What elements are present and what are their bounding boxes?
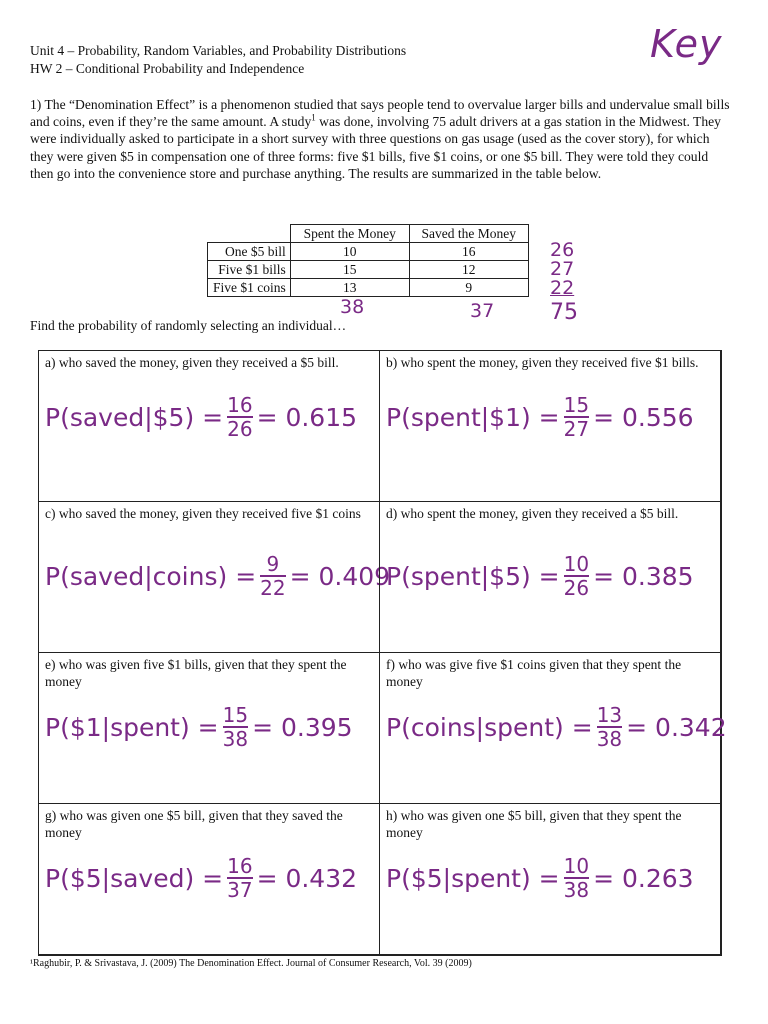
answer-fraction [597,705,622,749]
handwritten-answer [386,554,694,598]
answer-fraction [564,395,589,439]
handwritten-answer [45,554,390,598]
header-spent: Spent the Money [290,225,409,243]
answer-lhs: P($5|saved) = [45,863,224,893]
question-text: g) who was given one $5 bill, given that they saved the money [45,808,343,840]
fraction-denominator: 22 [260,576,286,600]
answer-value: = 0.432 [256,863,358,893]
question-text: e) who was given five $1 bills, given that they spent the money [45,657,347,689]
answer-lhs: P(spent|$5) = [386,561,560,591]
table-corner [208,225,291,243]
fraction-denominator: 37 [227,878,253,902]
row-total: 27 [550,258,575,280]
fraction-numerator: 10 [563,552,590,576]
fraction-numerator: 16 [227,393,253,417]
fraction-denominator: 26 [227,417,253,441]
table-row [208,261,529,279]
cell-spent: 13 [290,279,409,297]
fraction-denominator: 27 [563,417,590,441]
answer-fraction [227,856,252,900]
find-prompt: Find the probability of randomly selecting an individual… [30,318,347,333]
cell-saved: 12 [409,261,528,279]
cell-spent: 10 [290,243,409,261]
answer-lhs: P(coins|spent) = [386,712,593,742]
answer-value: = 0.409 [289,561,391,591]
answer-value: = 0.556 [593,402,694,432]
fraction-numerator: 13 [596,703,623,727]
row-total: 22 [550,277,575,299]
question-cell-a [38,350,380,502]
question-text: c) who saved the money, given they received five $1 coins [45,506,361,521]
question-text: f) who was give five $1 coins given that they spent the money [386,657,682,689]
fraction-numerator: 15 [563,393,590,417]
row-label: Five $1 coins [208,279,291,297]
fraction-denominator: 26 [563,576,590,600]
table-row [208,279,529,297]
question-cell-e [38,652,380,804]
fraction-numerator: 10 [563,854,590,878]
cell-saved: 16 [409,243,528,261]
question-cell-f [379,652,727,804]
handwritten-answer [45,395,357,439]
results-table [207,224,529,297]
table-row [208,243,529,261]
answer-lhs: P(saved|$5) = [45,402,224,432]
question-text: b) who spent the money, given they received five $1 bills. [386,355,699,370]
fraction-numerator: 9 [266,552,280,576]
answer-value: = 0.263 [593,863,694,893]
handwritten-answer [386,705,727,749]
fraction-numerator: 15 [222,703,249,727]
footnote: ¹Raghubir, P. & Srivastava, J. (2009) The Denomination Effect. Journal of Consumer Research, Vol. 39 (2009) [30,958,472,969]
question-cell-c [38,501,391,653]
answer-value: = 0.615 [256,402,358,432]
row-label: One $5 bill [208,243,291,261]
answer-lhs: P(saved|coins) = [45,561,257,591]
answer-grid [38,350,727,956]
fraction-numerator: 16 [227,854,253,878]
answer-fraction [223,705,248,749]
table-header-row [208,225,529,243]
fraction-denominator: 38 [596,727,623,751]
answer-fraction [564,554,589,598]
answer-key-label: Key [650,22,723,66]
spent-total: 38 [340,296,365,318]
fraction-denominator: 38 [222,727,249,751]
answer-fraction [227,395,252,439]
question-cell-d [379,501,721,653]
answer-value: = 0.385 [593,561,694,591]
handwritten-answer [45,856,357,900]
answer-lhs: P(spent|$1) = [386,402,560,432]
saved-total: 37 [470,300,495,322]
problem-intro [30,96,730,182]
handwritten-answer [386,395,694,439]
answer-lhs: P($5|spent) = [386,863,560,893]
row-total: 26 [550,239,575,261]
unit-title: Unit 4 – Probability, Random Variables, and Probability Distributions [30,43,407,58]
fraction-denominator: 38 [563,878,590,902]
question-cell-g [38,803,380,955]
intro-text-1: 1) The “Denomination Effect” is a phenomenon studied that says people tend to overvalue larger bills and undervalue small bills and coins, even if they’re the same amount. A study [30,97,730,130]
handwritten-answer [45,705,353,749]
hw-title: HW 2 – Conditional Probability and Independence [30,61,305,76]
answer-fraction [564,856,589,900]
answer-value: = 0.342 [626,712,727,742]
answer-lhs: P($1|spent) = [45,712,219,742]
question-text: d) who spent the money, given they received a $5 bill. [386,506,679,521]
cell-spent: 15 [290,261,409,279]
grand-total: 75 [550,300,578,325]
handwritten-answer [386,856,694,900]
cell-saved: 9 [409,279,528,297]
footnote-marker: 1 [311,112,316,123]
answer-fraction [260,554,285,598]
header-saved: Saved the Money [409,225,528,243]
question-cell-b [379,350,721,502]
question-cell-h [379,803,721,955]
question-text: a) who saved the money, given they received a $5 bill. [45,355,339,370]
answer-value: = 0.395 [252,712,353,742]
question-text: h) who was given one $5 bill, given that they spent the money [386,808,682,840]
row-label: Five $1 bills [208,261,291,279]
intro-text-2: was done, involving 75 adult drivers at a gas station in the Midwest. They were individually asked to participate in a short survey with three questions on gas usage (used as the cover story), for which they were given $5 in compensation one of three forms: five $1 bills, five $1 coins, or one $5 bill. They were told they could then go into the convenience store and purchase anything. The results are summarized in the table below. [30,114,721,181]
